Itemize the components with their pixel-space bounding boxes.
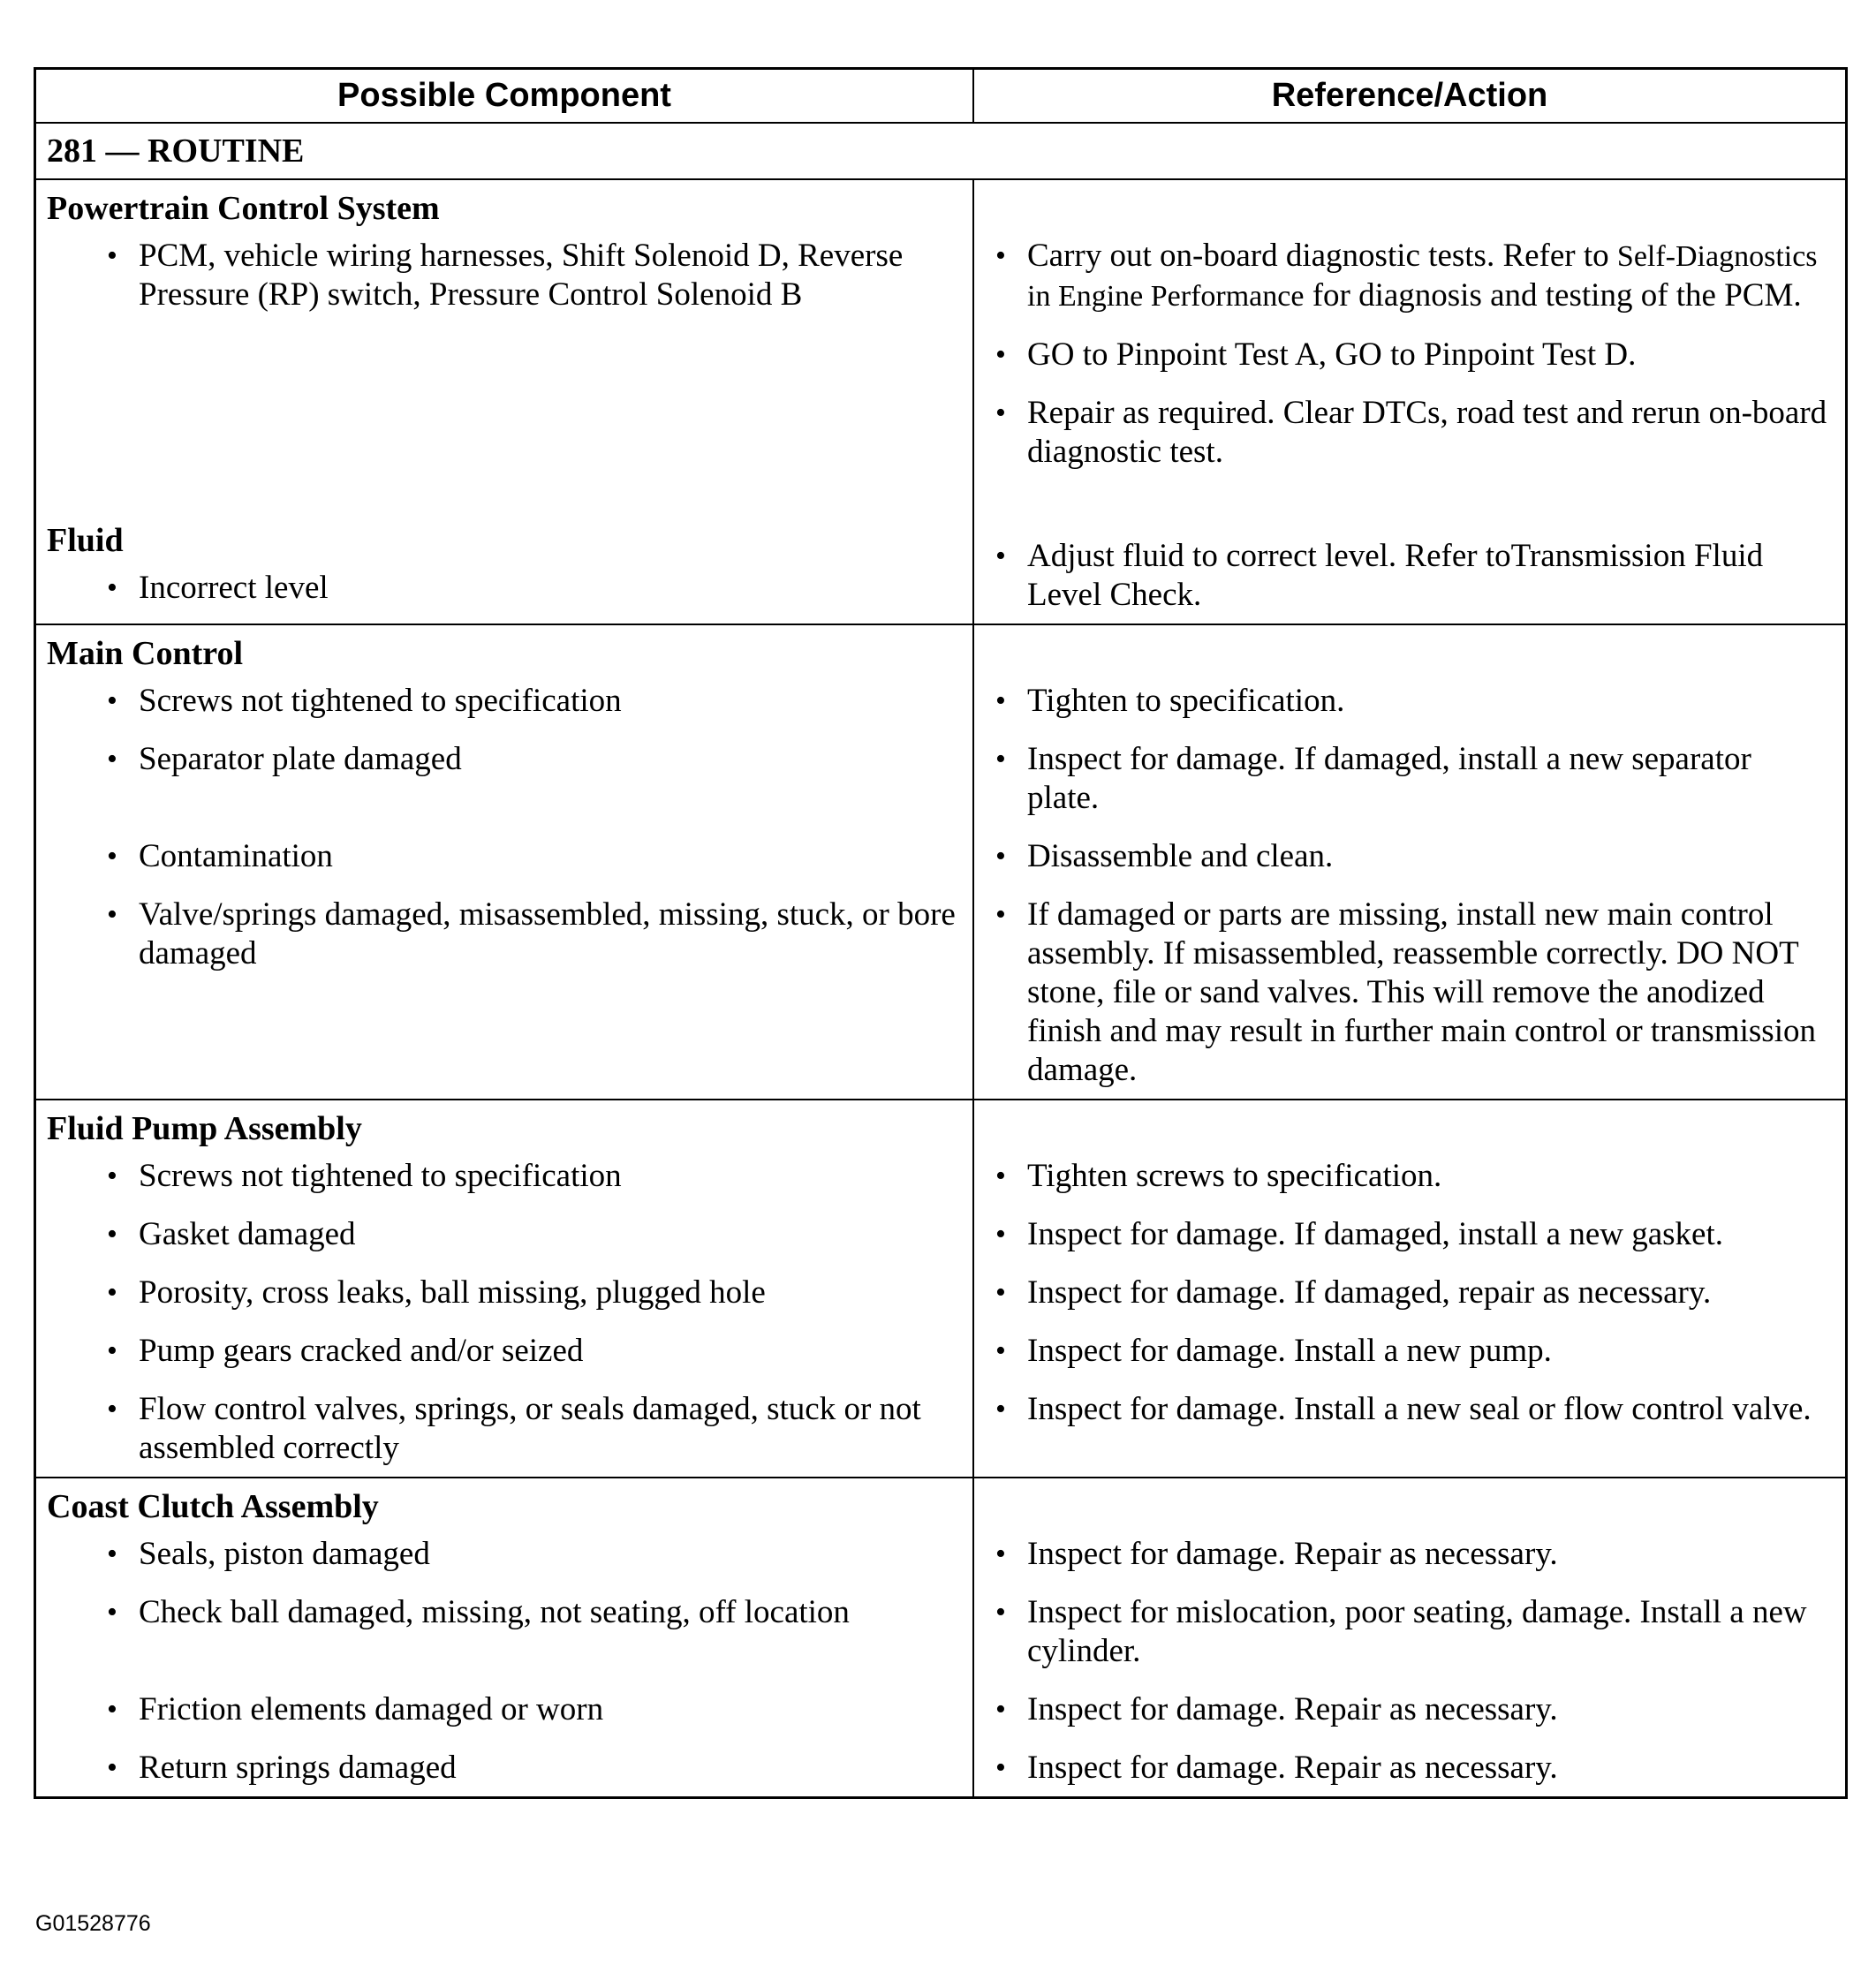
component-item: • Valve/springs damaged, misassembled, missing, stuck, or bore damaged <box>36 896 972 973</box>
component-item: • Incorrect level <box>36 569 972 608</box>
table-row <box>35 1100 1847 1478</box>
component-item: • Check ball damaged, missing, not seating, off location <box>36 1593 972 1671</box>
action-item: • Disassemble and clean. <box>974 837 1845 876</box>
component-item: • Pump gears cracked and/or seized <box>36 1332 972 1371</box>
action-item: • GO to Pinpoint Test A, GO to Pinpoint Test D. <box>974 336 1845 374</box>
component-item: • PCM, vehicle wiring harnesses, Shift Solenoid D, Reverse Pressure (RP) switch, Pressure Control Solenoid B <box>36 237 972 353</box>
section-title: Fluid <box>47 522 124 559</box>
component-cell <box>35 179 974 624</box>
section-title: Fluid Pump Assembly <box>47 1110 362 1147</box>
component-item: • Seals, piston damaged <box>36 1535 972 1574</box>
component-item: • Porosity, cross leaks, ball missing, plugged hole <box>36 1274 972 1312</box>
action-item: • Adjust fluid to correct level. Refer toTransmission Fluid Level Check. <box>974 537 1845 615</box>
section-title: Main Control <box>47 635 244 672</box>
header-possible-component: Possible Component <box>35 69 974 124</box>
component-cell <box>35 1478 974 1798</box>
component-item: • Return springs damaged <box>36 1749 972 1788</box>
routine-label: 281 — ROUTINE <box>35 123 1847 179</box>
action-item: • Inspect for damage. If damaged, install a new gasket. <box>974 1215 1845 1254</box>
action-item: • If damaged or parts are missing, install new main control assembly. If misassembled, reassemble correctly. DO NOT stone, file or sand valves. This will remove the anodized finish and may result in further main control or transmission damage. <box>974 896 1845 1090</box>
action-item: • Inspect for mislocation, poor seating, damage. Install a new cylinder. <box>974 1593 1845 1671</box>
action-item: • Inspect for damage. Repair as necessary. <box>974 1690 1845 1729</box>
component-item: • Flow control valves, springs, or seals damaged, stuck or not assembled correctly <box>36 1390 972 1468</box>
action-item: • Inspect for damage. Repair as necessary. <box>974 1535 1845 1574</box>
action-item: • Inspect for damage. Install a new pump. <box>974 1332 1845 1371</box>
action-cell <box>973 624 1847 1100</box>
action-item: • Inspect for damage. Install a new seal or flow control valve. <box>974 1390 1845 1429</box>
section-title: Powertrain Control System <box>47 190 440 227</box>
action-item: • Inspect for damage. If damaged, install a new separator plate. <box>974 740 1845 818</box>
component-cell <box>35 1100 974 1478</box>
table-header-row <box>35 69 1847 124</box>
diagnostic-table <box>34 67 1848 1799</box>
table-row <box>35 1478 1847 1798</box>
table-row <box>35 179 1847 624</box>
routine-row <box>35 123 1847 179</box>
component-item: • Friction elements damaged or worn <box>36 1690 972 1729</box>
component-item: • Gasket damaged <box>36 1215 972 1254</box>
component-item: • Screws not tightened to specification <box>36 1157 972 1196</box>
component-item: • Contamination <box>36 837 972 876</box>
action-item: • Carry out on-board diagnostic tests. Refer to Self-Diagnostics in Engine Performance for diagnosis and testing of the PCM. <box>974 237 1845 316</box>
header-reference-action: Reference/Action <box>973 69 1847 124</box>
action-item: • Inspect for damage. If damaged, repair as necessary. <box>974 1274 1845 1312</box>
table-row <box>35 624 1847 1100</box>
section-title: Coast Clutch Assembly <box>47 1488 379 1525</box>
action-cell <box>973 179 1847 624</box>
component-item: • Screws not tightened to specification <box>36 682 972 721</box>
action-cell <box>973 1478 1847 1798</box>
action-item: • Repair as required. Clear DTCs, road test and rerun on-board diagnostic test. <box>974 394 1845 472</box>
action-cell <box>973 1100 1847 1478</box>
action-item: • Tighten screws to specification. <box>974 1157 1845 1196</box>
figure-id: G01528776 <box>35 1911 151 1936</box>
component-cell <box>35 624 974 1100</box>
component-item: • Separator plate damaged <box>36 740 972 818</box>
action-item: • Inspect for damage. Repair as necessary. <box>974 1749 1845 1788</box>
action-item: • Tighten to specification. <box>974 682 1845 721</box>
reference-link[interactable]: Self-Diagnostics in Engine Performance <box>1027 240 1818 313</box>
